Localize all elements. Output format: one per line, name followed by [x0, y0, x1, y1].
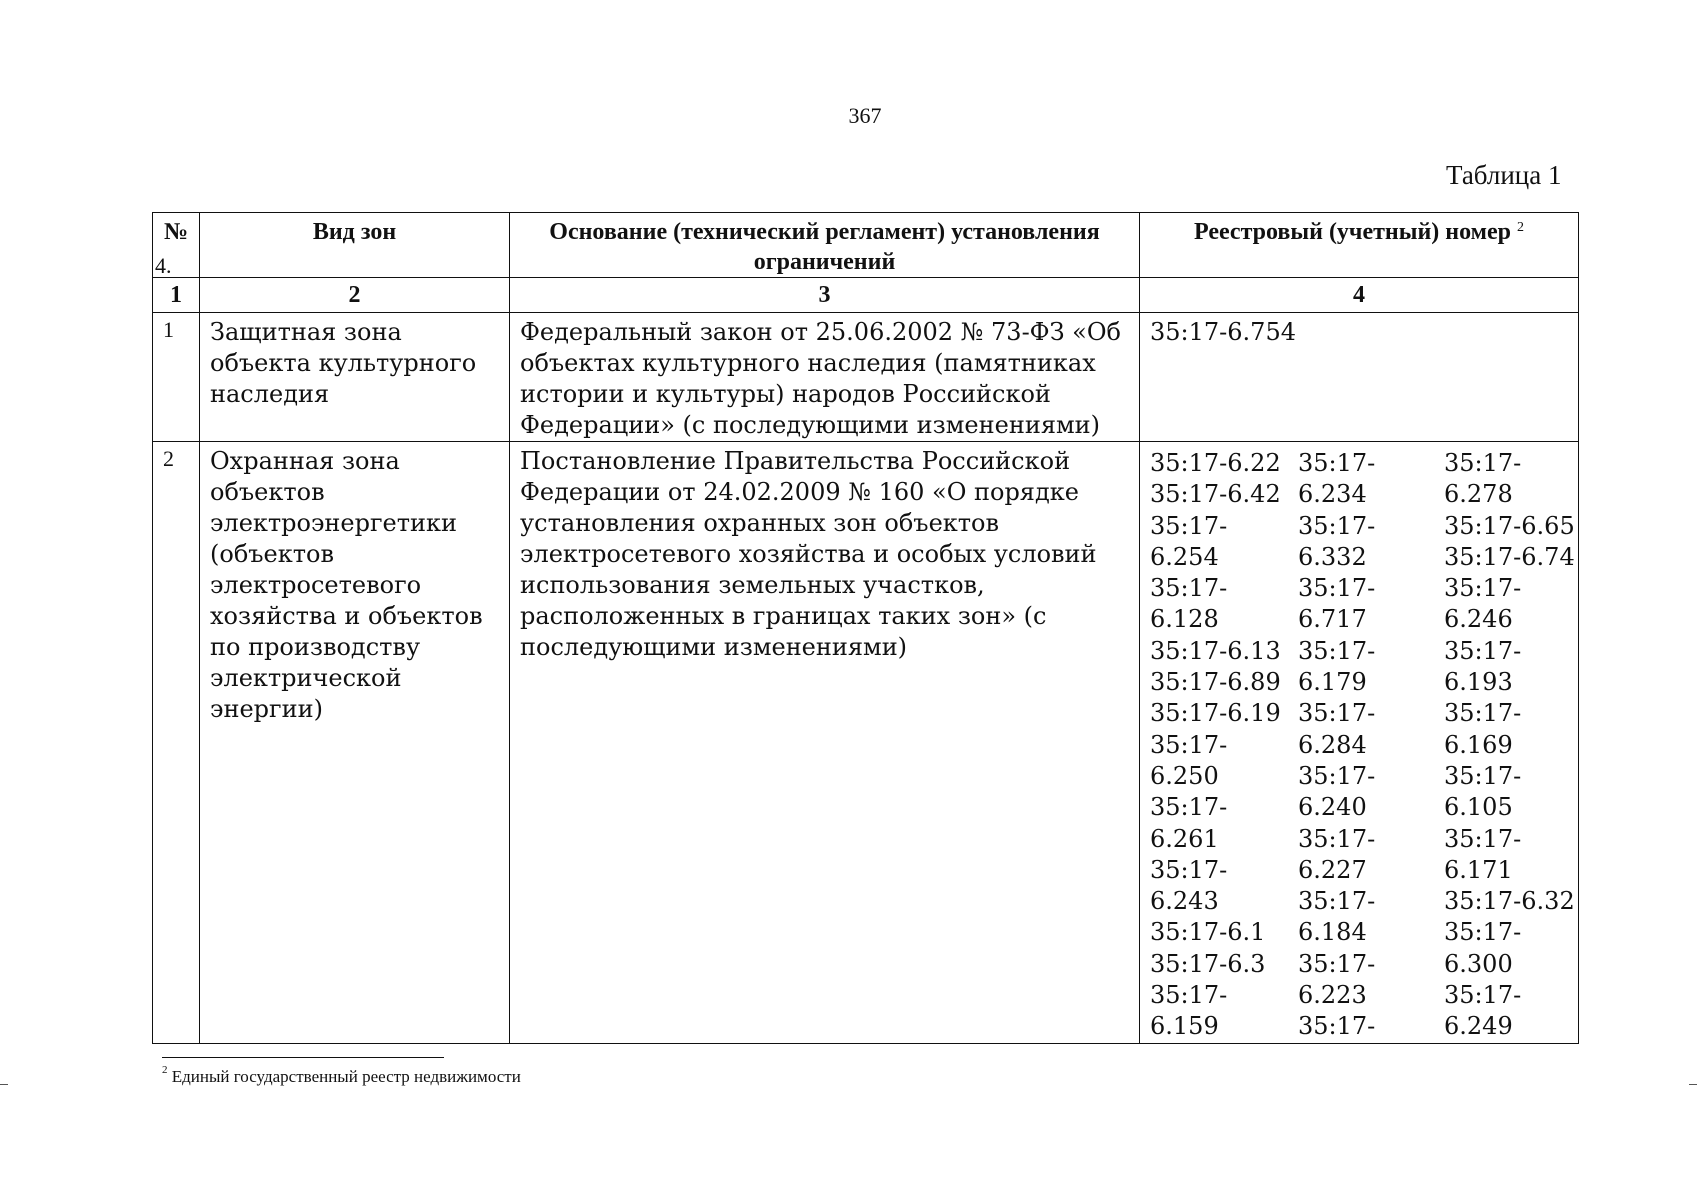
registry-number: 35:17- — [1150, 981, 1228, 1010]
registry-number-grid — [1140, 442, 1578, 1043]
footnote-text: Единый государственный реестр недвижимости — [171, 1067, 521, 1086]
header-no — [153, 213, 200, 278]
registry-cell: 35:17-6.754 — [1140, 313, 1579, 442]
column-number-row — [153, 278, 1579, 313]
registry-number: 35:17- — [1444, 449, 1522, 477]
registry-number: 35:17- — [1298, 761, 1376, 790]
registry-number: 35:17-6.65 — [1444, 511, 1575, 540]
registry-number: 35:17-6.22 — [1150, 449, 1281, 477]
registry-number: 35:17- — [1444, 918, 1522, 947]
registry-number: 35:17- — [1298, 574, 1376, 603]
registry-number: 35:17- — [1298, 949, 1376, 978]
footnote-divider — [162, 1057, 444, 1058]
column-number: 3 — [510, 278, 1140, 313]
registry-column — [1150, 448, 1298, 1043]
restrictions-table — [152, 212, 1578, 1044]
page-number: 367 — [848, 103, 882, 128]
registry-number: 35:17-6.89 — [1150, 668, 1281, 697]
header-registry-label: Реестровый (учетный) номер — [1193, 219, 1512, 245]
registry-number: 35:17- — [1298, 1012, 1376, 1041]
registry-number: 6.243 — [1150, 887, 1219, 916]
zone-type-cell: Охранная зона объектов электроэнергетики (объектов электросетевого хозяйства и объектов по производству электрической энергии) — [200, 442, 510, 1044]
registry-number: 35:17- — [1150, 730, 1228, 759]
header-no-mark: 4. — [155, 253, 172, 278]
registry-number: 6.249 — [1444, 1012, 1513, 1041]
registry-number: 6.717 — [1298, 605, 1367, 634]
registry-number: 6.284 — [1298, 730, 1367, 759]
registry-number: 6.234 — [1298, 480, 1367, 509]
registry-number: 35:17- — [1150, 855, 1228, 884]
registry-number: 6.227 — [1298, 855, 1367, 884]
registry-number: 35:17-6.32 — [1444, 887, 1575, 916]
column-number: 1 — [153, 278, 200, 313]
registry-number: 35:17-6.1 — [1150, 918, 1266, 947]
header-no-label: № — [163, 219, 189, 245]
registry-column — [1444, 448, 1584, 1043]
registry-number: 6.159 — [1150, 1012, 1219, 1041]
registry-number: 35:17- — [1298, 449, 1376, 477]
table-caption: Таблица 1 — [1446, 160, 1562, 190]
column-number: 4 — [1140, 278, 1579, 313]
header-registry-wrap — [1140, 213, 1578, 247]
registry-number: 6.184 — [1298, 918, 1367, 947]
header-zone-type-label: Вид зон — [312, 219, 397, 245]
registry-number: 6.179 — [1298, 668, 1367, 697]
column-number: 2 — [200, 278, 510, 313]
registry-number: 6.261 — [1150, 824, 1219, 853]
registry-number: 6.246 — [1444, 605, 1513, 634]
registry-number: 35:17- — [1298, 511, 1376, 540]
basis-cell: Федеральный закон от 25.06.2002 № 73-ФЗ «Об объектах культурного наследия (памятниках истории и культуры) народов Российской Федерации» (с последующими изменениями) — [510, 313, 1140, 442]
registry-number: 6.332 — [1298, 542, 1367, 571]
registry-column — [1298, 448, 1444, 1043]
basis-cell: Постановление Правительства Российской Федерации от 24.02.2009 № 160 «О порядке установления охранных зон объектов электросетевого хозяйства и особых условий использования земельных участков, расположенных в границах таких зон» (с последующими изменениями) — [510, 442, 1140, 1044]
registry-number: 35:17- — [1150, 511, 1228, 540]
registry-number: 35:17-6.19 — [1150, 699, 1281, 728]
row-number: 1 — [153, 313, 200, 442]
registry-number: 35:17-6.42 — [1150, 480, 1281, 509]
registry-number: 35:17-6.74 — [1444, 542, 1575, 571]
registry-number: 6.240 — [1298, 793, 1367, 822]
table-header-row — [153, 213, 1579, 278]
table-row — [153, 313, 1579, 442]
zone-type-cell: Защитная зона объекта культурного наследия — [200, 313, 510, 442]
registry-number: 35:17- — [1444, 761, 1522, 790]
registry-number: 6.128 — [1150, 605, 1219, 634]
registry-number: 35:17- — [1298, 824, 1376, 853]
registry-number: 6.278 — [1444, 480, 1513, 509]
registry-number: 35:17- — [1444, 699, 1522, 728]
registry-number: 6.193 — [1444, 668, 1513, 697]
registry-number: 35:17-6.13 — [1150, 636, 1281, 665]
header-registry-number — [1140, 213, 1579, 278]
footnote-marker: 2 — [162, 1064, 168, 1076]
registry-number: 6.254 — [1150, 542, 1219, 571]
registry-number: 35:17- — [1444, 981, 1522, 1010]
edge-mark — [0, 1084, 8, 1085]
registry-number: 6.105 — [1444, 793, 1513, 822]
registry-number: 35:17- — [1444, 824, 1522, 853]
registry-number: 6.171 — [1444, 855, 1513, 884]
registry-number: 35:17- — [1150, 574, 1228, 603]
row-number: 2 — [153, 442, 200, 1044]
registry-number: 35:17- — [1298, 887, 1376, 916]
registry-cell — [1140, 442, 1579, 1044]
registry-number: 35:17- — [1444, 574, 1522, 603]
registry-number: 35:17-6.3 — [1150, 949, 1266, 978]
header-basis — [510, 213, 1140, 278]
header-zone-type — [200, 213, 510, 278]
registry-number: 35:17- — [1298, 636, 1376, 665]
footnote — [162, 1064, 521, 1087]
edge-mark — [1689, 1084, 1697, 1085]
registry-number: 6.223 — [1298, 981, 1367, 1010]
registry-number: 6.169 — [1444, 730, 1513, 759]
registry-number: 6.300 — [1444, 949, 1513, 978]
table-row — [153, 442, 1579, 1044]
registry-number: 6.250 — [1150, 761, 1219, 790]
registry-number: 35:17- — [1298, 699, 1376, 728]
footnote-ref: 2 — [1517, 220, 1525, 235]
header-basis-label: Основание (технический регламент) установления ограничений — [549, 219, 1100, 275]
registry-number: 35:17- — [1444, 636, 1522, 665]
registry-number: 35:17- — [1150, 793, 1228, 822]
